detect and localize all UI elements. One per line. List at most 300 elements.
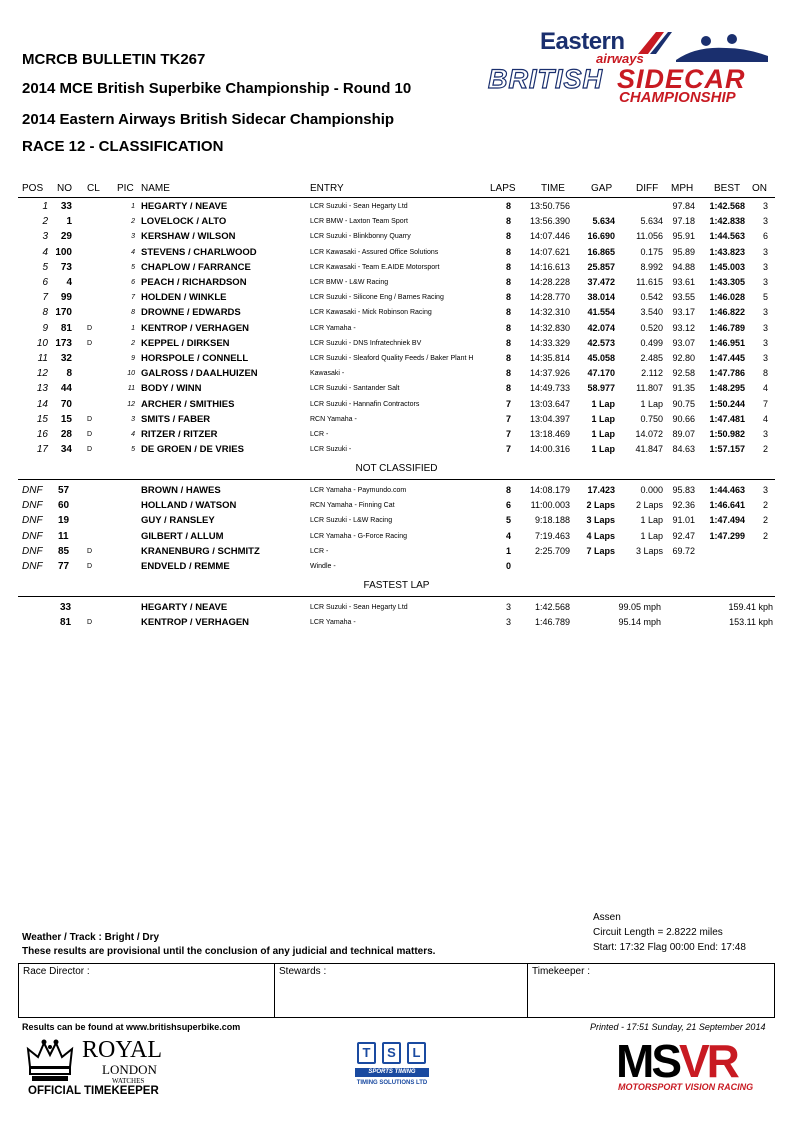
cell-on: 3	[762, 307, 768, 318]
race-title: RACE 12 - CLASSIFICATION	[22, 138, 224, 155]
cell-entry: Windle -	[310, 563, 336, 570]
cell-laps: 8	[505, 322, 511, 333]
cell-pic: 2	[131, 218, 135, 226]
col-no: NO	[57, 183, 72, 194]
col-pic: PIC	[117, 183, 134, 194]
cell-gap: 1 Lap	[591, 413, 615, 424]
cell-entry: LCR Kawasaki - Team E.AIDE Motorsport	[310, 263, 440, 271]
cell-gap: 3 Laps	[586, 515, 615, 526]
cell-pic: 5	[131, 263, 135, 271]
cell-best: 1:46.028	[709, 292, 745, 303]
cell-mph: 90.75	[672, 398, 695, 409]
cell-laps: 8	[505, 216, 511, 227]
championship-title: 2014 Eastern Airways British Sidecar Championship	[22, 111, 395, 128]
cell-entry: LCR Suzuki - Hannafin Contractors	[310, 400, 420, 408]
cell-time: 13:50.756	[529, 201, 570, 211]
cell-mph: 69.72	[672, 545, 695, 556]
cell-gap: 42.074	[587, 322, 615, 333]
table-row	[0, 559, 793, 574]
cell-mph: 95.89	[672, 246, 695, 257]
cell-entry: LCR Suzuki - Blinkbonny Quarry	[310, 233, 411, 241]
cell-on: 3	[762, 216, 768, 227]
table-row	[0, 336, 793, 351]
cell-mph: 95.14 mph	[618, 617, 661, 628]
cell-time: 2:25.709	[534, 545, 570, 556]
cell-time: 14:49.733	[529, 383, 570, 394]
cell-kph: 159.41 kph	[728, 602, 773, 612]
cell-name: PEACH / RICHARDSON	[141, 277, 247, 288]
cell-laps: 0	[505, 561, 511, 571]
cell-on: 6	[762, 231, 768, 242]
cell-diff: 8.992	[640, 261, 663, 272]
cell-gap: 7 Laps	[586, 545, 615, 556]
results-url: Results can be found at www.britishsuperbike.com	[22, 1022, 241, 1032]
cell-best: 1:42.838	[709, 216, 745, 227]
cell-no: 1	[66, 216, 72, 228]
cell-pic: 11	[127, 385, 135, 393]
col-gap: GAP	[591, 183, 613, 194]
cell-no: 44	[60, 383, 72, 395]
msvr-tagline: MOTORSPORT VISION RACING	[618, 1082, 754, 1092]
cell-laps: 8	[505, 292, 511, 303]
cell-name: BODY / WINN	[141, 383, 202, 395]
cell-best: 1:47.786	[709, 368, 745, 379]
provisional-notice: These results are provisional until the conclusion of any judicial and technical matters.	[22, 946, 436, 957]
timekeeper-label: Timekeeper :	[532, 966, 590, 977]
cell-mph: 92.36	[672, 500, 695, 511]
cell-gap: 4 Laps	[586, 530, 615, 541]
cell-no: 28	[60, 429, 72, 440]
cell-mph: 97.84	[672, 201, 695, 211]
cell-on: 3	[762, 246, 768, 257]
cell-time: 14:00.316	[529, 444, 570, 455]
cell-diff: 1 Lap	[640, 530, 663, 541]
table-row	[0, 615, 793, 630]
cell-diff: 0.750	[640, 413, 663, 424]
logo-airways-text: airways	[596, 51, 644, 66]
cell-pic: 3	[131, 415, 135, 423]
cell-best: 1:46.822	[709, 307, 745, 318]
cell-cl: D	[87, 324, 93, 332]
table-row	[0, 290, 793, 305]
col-time: TIME	[541, 183, 565, 194]
cell-no: 100	[55, 246, 72, 258]
cell-laps: 8	[505, 383, 511, 394]
cell-diff: 2 Laps	[635, 500, 663, 511]
table-row	[0, 483, 793, 498]
cell-gap: 16.865	[587, 246, 615, 257]
cell-pic: 9	[131, 355, 135, 362]
cell-laps: 8	[505, 246, 511, 257]
cell-time: 14:28.770	[529, 292, 570, 303]
cell-laps: 8	[505, 368, 511, 379]
cell-best: 1:50.982	[709, 429, 745, 439]
signature-box	[18, 963, 775, 1018]
cell-name: ARCHER / SMITHIES	[141, 398, 235, 410]
cell-mph: 93.61	[672, 277, 695, 287]
crown-icon	[24, 1037, 76, 1083]
cell-best: 1:50.244	[709, 398, 745, 409]
royal-london-logo	[22, 1035, 182, 1103]
cell-entry: LCR Yamaha - Paymundo.com	[310, 487, 407, 494]
watches-text: WATCHES	[112, 1077, 145, 1085]
cell-diff: 11.615	[636, 277, 663, 287]
cell-mph: 93.07	[672, 337, 695, 348]
cell-pos: 6	[42, 277, 48, 288]
printed-timestamp: Printed - 17:51 Sunday, 21 September 2014	[590, 1022, 766, 1032]
cell-laps: 8	[505, 353, 511, 363]
cell-time: 14:28.228	[529, 277, 570, 287]
cell-kph: 153.11 kph	[729, 617, 773, 628]
cell-best: 1:48.295	[709, 383, 745, 394]
cell-name: ENDVELD / REMME	[141, 561, 230, 572]
cell-no: 70	[60, 398, 72, 410]
cell-laps: 5	[505, 515, 511, 526]
cell-name: GILBERT / ALLUM	[141, 530, 224, 542]
cell-entry: LCR -	[310, 547, 329, 555]
cell-pos: 12	[36, 368, 48, 380]
table-row	[0, 381, 793, 396]
cell-pic: 1	[131, 324, 135, 332]
cell-pos: DNF	[22, 485, 43, 496]
cell-pos: 11	[37, 353, 48, 364]
cell-name: HEGARTY / NEAVE	[141, 201, 228, 212]
cell-diff: 0.542	[640, 292, 663, 303]
cell-on: 3	[762, 429, 768, 439]
cell-lap-number: 3	[505, 602, 511, 612]
stewards-cell	[274, 964, 527, 1017]
cell-best: 1:42.568	[709, 201, 745, 211]
cell-pos: DNF	[22, 545, 43, 557]
cell-pos: 15	[36, 413, 48, 425]
cell-entry: LCR Yamaha -	[310, 619, 356, 627]
cell-mph: 95.91	[672, 231, 695, 242]
cell-on: 8	[762, 368, 768, 379]
cell-time: 14:32.310	[529, 307, 570, 318]
cell-pos: DNF	[22, 561, 43, 572]
cell-no: 8	[66, 368, 72, 380]
msvr-ms: MS	[616, 1035, 679, 1087]
cell-time: 13:04.397	[529, 413, 570, 424]
table-row	[0, 498, 793, 513]
cell-entry: LCR -	[310, 431, 329, 438]
cell-on: 3	[762, 485, 768, 495]
col-diff: DIFF	[636, 183, 659, 194]
cell-on: 2	[762, 500, 768, 511]
stewards-label: Stewards :	[279, 966, 327, 977]
cell-no: 85	[58, 545, 70, 557]
cell-name: HORSPOLE / CONNELL	[141, 353, 249, 364]
cell-time: 1:42.568	[534, 602, 570, 612]
race-director-label: Race Director :	[23, 966, 90, 977]
table-row	[0, 275, 793, 290]
cell-mph: 93.17	[672, 307, 695, 318]
cell-pos: 16	[36, 429, 48, 440]
msvr-logo	[616, 1035, 776, 1092]
cell-time: 14:35.814	[529, 353, 570, 363]
col-cl: CL	[87, 183, 100, 194]
cell-entry: LCR Suzuki - DNS Infratechniek BV	[310, 339, 422, 347]
cell-best: 1:44.563	[709, 231, 745, 242]
cell-mph: 91.01	[672, 515, 695, 526]
cell-laps: 8	[505, 201, 511, 211]
col-pos: POS	[22, 183, 44, 194]
timekeeper-cell	[527, 964, 774, 1017]
cell-no: 4	[66, 277, 72, 288]
cell-diff: 2.112	[641, 368, 663, 379]
tsl-timing-solutions: TIMING SOLUTIONS LTD	[356, 1080, 428, 1086]
cell-name: STEVENS / CHARLWOOD	[141, 246, 257, 258]
cell-diff: 2.485	[640, 353, 663, 363]
cell-pic: 6	[131, 279, 135, 286]
cell-cl: D	[87, 339, 93, 347]
cell-time: 14:07.621	[529, 246, 570, 257]
cell-laps: 8	[505, 277, 511, 287]
cell-no: 77	[58, 561, 70, 572]
cell-time: 9:18.188	[534, 515, 570, 526]
cell-name: LOVELOCK / ALTO	[141, 216, 227, 228]
table-row	[0, 544, 793, 559]
cell-name: KERSHAW / WILSON	[141, 231, 236, 243]
not-classified-divider	[18, 479, 775, 480]
cell-no: 81	[60, 617, 72, 629]
tsl-letter-t: T	[357, 1042, 376, 1064]
tsl-letter-s: S	[382, 1042, 401, 1064]
cell-time: 11:00.003	[530, 500, 570, 511]
cell-mph: 89.07	[672, 429, 695, 439]
cell-no: 57	[58, 485, 70, 496]
cell-on: 3	[762, 337, 768, 348]
cell-no: 19	[58, 515, 70, 527]
cell-time: 14:07.446	[529, 231, 570, 242]
cell-gap: 25.857	[587, 261, 615, 272]
cell-no: 15	[60, 413, 72, 425]
cell-on: 3	[762, 201, 768, 211]
cell-diff: 11.807	[636, 383, 663, 394]
msvr-vr: VR	[679, 1035, 737, 1087]
cell-mph: 91.35	[672, 383, 695, 394]
cell-entry: LCR Suzuki - Santander Salt	[310, 385, 400, 393]
cell-pos: 9	[42, 322, 48, 334]
cell-on: 7	[762, 398, 768, 409]
cell-time: 1:46.789	[534, 617, 570, 628]
london-text: LONDON	[102, 1062, 157, 1077]
cell-laps: 7	[505, 444, 511, 455]
not-classified-title: NOT CLASSIFIED	[355, 463, 438, 474]
cell-pos: 2	[42, 216, 48, 228]
cell-best: 1:46.951	[709, 337, 745, 348]
col-best: BEST	[714, 183, 741, 194]
eastern-airways-sidecar-logo	[486, 24, 776, 108]
cell-best: 1:57.157	[709, 444, 745, 455]
cell-no: 33	[60, 201, 72, 212]
cell-time: 14:37.926	[529, 368, 570, 379]
cell-mph: 90.66	[672, 413, 695, 424]
cell-on: 4	[762, 383, 768, 394]
cell-cl: D	[87, 619, 93, 627]
cell-gap: 5.634	[592, 216, 615, 227]
cell-no: 170	[55, 307, 72, 319]
cell-gap: 37.472	[587, 277, 615, 287]
cell-time: 14:33.329	[529, 337, 570, 348]
table-row	[0, 321, 793, 336]
cell-time: 14:08.179	[529, 485, 570, 495]
cell-pic: 1	[131, 203, 135, 210]
cell-diff: 14.072	[635, 429, 663, 439]
cell-mph: 94.88	[672, 261, 695, 272]
cell-time: 14:16.613	[529, 261, 570, 272]
cell-entry: LCR Suzuki - Sean Hegarty Ltd	[310, 604, 408, 611]
table-row	[0, 351, 793, 366]
start-flag-end: Start: 17:32 Flag 00:00 End: 17:48	[593, 942, 746, 953]
cell-name: DE GROEN / DE VRIES	[141, 444, 244, 456]
table-row	[0, 427, 793, 442]
col-on: ON	[752, 183, 767, 194]
cell-name: HEGARTY / NEAVE	[141, 602, 228, 613]
cell-cl: D	[87, 547, 93, 555]
cell-mph: 92.47	[672, 530, 695, 541]
cell-no: 81	[60, 322, 72, 334]
cell-mph: 92.58	[672, 368, 695, 379]
cell-name: KRANENBURG / SCHMITZ	[141, 545, 260, 557]
cell-pos: 3	[42, 231, 48, 243]
cell-no: 29	[60, 231, 72, 243]
col-mph: MPH	[671, 183, 694, 194]
table-row	[0, 305, 793, 320]
cell-cl: D	[87, 415, 93, 423]
cell-laps: 8	[505, 261, 511, 272]
cell-laps: 7	[505, 413, 511, 424]
cell-time: 7:19.463	[534, 530, 570, 541]
cell-mph: 95.83	[672, 485, 695, 495]
cell-pos: 4	[42, 246, 48, 258]
cell-diff: 0.499	[640, 337, 663, 348]
cell-entry: LCR BMW - Laxton Team Sport	[310, 218, 408, 226]
table-row	[0, 397, 793, 412]
cell-pic: 7	[131, 294, 135, 302]
cell-pic: 12	[127, 400, 135, 408]
cell-name: KEPPEL / DIRKSEN	[141, 337, 230, 349]
cell-pic: 8	[131, 309, 135, 317]
cell-laps: 8	[505, 307, 511, 318]
table-row	[0, 529, 793, 544]
circuit-length: Circuit Length = 2.8222 miles	[593, 927, 723, 938]
logo-championship-text: CHAMPIONSHIP	[619, 89, 736, 106]
cell-name: CHAPLOW / FARRANCE	[141, 261, 251, 273]
cell-name: RITZER / RITZER	[141, 429, 218, 440]
cell-time: 13:03.647	[529, 398, 570, 409]
cell-entry: LCR Kawasaki - Assured Office Solutions	[310, 248, 439, 256]
msvr-wordmark	[616, 1034, 737, 1088]
cell-time: 14:32.830	[529, 322, 570, 333]
cell-laps: 7	[505, 429, 511, 439]
cell-pos: DNF	[22, 500, 43, 512]
cell-laps: 8	[505, 231, 511, 242]
cell-on: 3	[762, 261, 768, 272]
cell-no: 32	[60, 353, 72, 364]
table-row	[0, 199, 793, 214]
cell-pos: 17	[36, 444, 48, 456]
cell-entry: LCR Suzuki - L&W Racing	[310, 517, 393, 525]
cell-mph: 93.55	[672, 292, 695, 303]
cell-entry: LCR BMW - L&W Racing	[310, 279, 389, 286]
cell-gap: 45.058	[587, 353, 615, 363]
table-row	[0, 412, 793, 427]
tsl-letter-l: L	[407, 1042, 426, 1064]
cell-on: 5	[762, 292, 768, 303]
cell-pos: 14	[36, 398, 48, 410]
cell-gap: 47.170	[587, 368, 615, 379]
cell-best: 1:47.481	[709, 413, 745, 424]
cell-on: 2	[762, 444, 768, 455]
cell-diff: 3.540	[640, 307, 663, 318]
tsl-logo	[355, 1040, 430, 1092]
cell-gap: 2 Laps	[586, 500, 615, 511]
cell-best: 1:47.445	[709, 353, 745, 363]
cell-diff: 1 Lap	[640, 398, 663, 409]
cell-name: HOLDEN / WINKLE	[141, 292, 227, 304]
cell-laps: 4	[505, 530, 511, 541]
cell-pos: 8	[42, 307, 48, 319]
cell-on: 2	[762, 530, 768, 541]
cell-best: 1:46.789	[709, 322, 745, 333]
cell-time: 13:56.390	[529, 216, 570, 227]
cell-diff: 0.000	[640, 485, 663, 495]
cell-gap: 42.573	[587, 337, 615, 348]
cell-name: GALROSS / DAALHUIZEN	[141, 368, 258, 380]
cell-best: 1:46.641	[709, 500, 745, 511]
weather-track: Weather / Track : Bright / Dry	[22, 932, 160, 943]
cell-entry: LCR Suzuki - Silicone Eng / Barnes Racing	[310, 294, 444, 302]
cell-name: HOLLAND / WATSON	[141, 500, 237, 512]
cell-diff: 41.847	[635, 444, 663, 455]
cell-best: 1:44.463	[709, 485, 745, 495]
cell-on: 3	[762, 277, 768, 287]
cell-entry: Kawasaki -	[310, 370, 345, 378]
logo-eastern-text: Eastern	[540, 28, 625, 55]
cell-no: 99	[60, 292, 72, 304]
fastest-lap-divider	[18, 596, 775, 597]
cell-no: 11	[58, 530, 69, 542]
cell-pos: 10	[36, 337, 48, 349]
cell-diff: 1 Lap	[640, 515, 663, 526]
cell-on: 3	[762, 353, 768, 363]
cell-pos: 7	[42, 292, 48, 304]
cell-diff: 11.056	[636, 231, 663, 242]
cell-pos: 1	[42, 201, 48, 212]
cell-no: 34	[60, 444, 72, 456]
cell-laps: 8	[505, 337, 511, 348]
fastest-lap-title: FASTEST LAP	[363, 580, 430, 591]
cell-laps: 8	[505, 485, 511, 495]
cell-diff: 0.175	[640, 246, 663, 257]
cell-entry: RCN Yamaha - Finning Cat	[310, 502, 395, 510]
cell-no: 60	[58, 500, 70, 512]
cell-name: DROWNE / EDWARDS	[141, 307, 241, 319]
cell-cl: D	[87, 563, 93, 570]
cell-diff: 0.520	[640, 322, 663, 333]
cell-cl: D	[87, 431, 93, 438]
cell-name: GUY / RANSLEY	[141, 515, 215, 527]
cell-name: BROWN / HAWES	[141, 485, 221, 496]
table-row	[0, 600, 793, 615]
col-name: NAME	[141, 183, 170, 194]
cell-best: 1:43.305	[709, 277, 745, 287]
cell-pic: 10	[127, 370, 135, 378]
cell-pos: 5	[42, 261, 48, 273]
cell-name: KENTROP / VERHAGEN	[141, 322, 250, 334]
cell-mph: 92.80	[672, 353, 695, 363]
